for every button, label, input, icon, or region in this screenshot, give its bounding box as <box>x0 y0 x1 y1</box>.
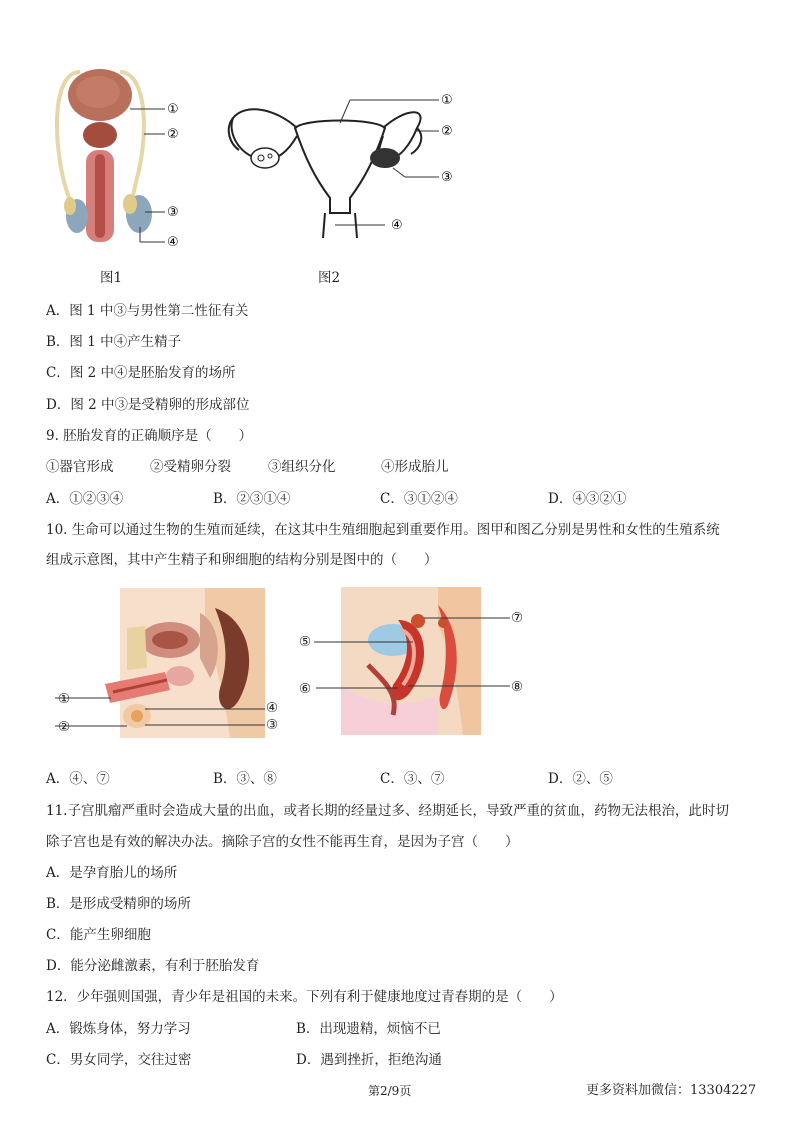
q9-option-b[interactable]: B．②③①④ <box>213 491 291 507</box>
fig2-label-2: ② <box>441 124 453 139</box>
q10-female-label-5: ⑤ <box>299 634 312 650</box>
q10-option-c[interactable]: C．③、⑦ <box>380 771 445 787</box>
q8-option-c[interactable]: C．图 2 中④是胚胎发育的场所 <box>46 365 236 381</box>
q8-option-d[interactable]: D．图 2 中③是受精卵的形成部位 <box>46 397 250 413</box>
fig2-label-1: ① <box>441 93 453 108</box>
q9-option-d[interactable]: D．④③②① <box>548 491 627 507</box>
fig1-label-4: ④ <box>167 235 179 250</box>
q12-option-c[interactable]: C．男女同学，交往过密 <box>46 1052 192 1068</box>
fig2-label-3: ③ <box>441 170 453 185</box>
q11-option-d[interactable]: D．能分泌雌激素，有利于胚胎发育 <box>46 958 260 974</box>
q11-option-b[interactable]: B．是形成受精卵的场所 <box>46 896 191 912</box>
q9-option-a[interactable]: A．①②③④ <box>46 491 124 507</box>
q11-stem-line2: 除子宫也是有效的解决办法。摘除子宫的女性不能再生育，是因为子宫（ ） <box>46 834 519 850</box>
q10-option-a[interactable]: A．④、⑦ <box>46 771 110 787</box>
fig1-label-1: ① <box>167 102 179 117</box>
q10-female-label-7: ⑦ <box>511 610 524 626</box>
q9-item-3: ③组织分化 <box>268 459 336 475</box>
q12-stem: 12．少年强则国强，青少年是祖国的未来。下列有利于健康地度过青春期的是（ ） <box>46 989 563 1005</box>
figure-male-sagittal <box>55 588 285 740</box>
q11-option-c[interactable]: C．能产生卵细胞 <box>46 927 151 943</box>
q11-stem-line1: 11.子宫肌瘤严重时会造成大量的出血，或者长期的经量过多、经期延长，导致严重的贫血，药物无法根治，此时切 <box>46 803 729 819</box>
q10-female-label-6: ⑥ <box>299 681 312 697</box>
q9-item-4: ④形成胎儿 <box>381 459 449 475</box>
q8-option-b[interactable]: B．图 1 中④产生精子 <box>46 334 182 350</box>
q10-male-label-3: ③ <box>266 717 279 733</box>
q10-option-b[interactable]: B．③、⑧ <box>213 771 277 787</box>
fig1-label-3: ③ <box>167 205 179 220</box>
q12-option-d[interactable]: D．遇到挫折，拒绝沟通 <box>296 1052 442 1068</box>
q9-stem: 9. 胚胎发育的正确顺序是（ ） <box>46 428 253 444</box>
q10-female-label-8: ⑧ <box>511 679 524 695</box>
q10-male-label-2: ② <box>58 719 71 735</box>
page-number: 第2/9页 <box>368 1084 412 1098</box>
q12-option-b[interactable]: B．出现遗精，烦恼不已 <box>296 1021 441 1037</box>
q12-option-a[interactable]: A．锻炼身体，努力学习 <box>46 1021 191 1037</box>
figure-1-male-system <box>40 62 200 252</box>
fig1-label-2: ② <box>167 127 179 142</box>
figure-2-caption: 图2 <box>318 270 341 286</box>
footer-contact: 更多资料加微信：13304227 <box>586 1083 757 1098</box>
figure-1-caption: 图1 <box>100 270 123 286</box>
q9-option-c[interactable]: C．③①②④ <box>380 491 458 507</box>
q10-option-d[interactable]: D．②、⑤ <box>548 771 613 787</box>
q10-male-label-1: ① <box>58 691 71 707</box>
q11-option-a[interactable]: A．是孕育胎儿的场所 <box>46 865 178 881</box>
q10-stem-line1: 10. 生命可以通过生物的生殖而延续，在这其中生殖细胞起到重要作用。图甲和图乙分别是男性和女性的生殖系统 <box>46 522 720 538</box>
q9-item-1: ①器官形成 <box>46 459 114 475</box>
fig2-label-4: ④ <box>391 218 403 233</box>
figure-2-female-system <box>225 88 465 243</box>
figure-female-sagittal <box>298 585 533 737</box>
q10-male-label-4: ④ <box>266 700 279 716</box>
q8-option-a[interactable]: A．图 1 中③与男性第二性征有关 <box>46 303 249 319</box>
q10-stem-line2: 组成示意图，其中产生精子和卵细胞的结构分别是图中的（ ） <box>46 552 438 568</box>
q9-item-2: ②受精卵分裂 <box>150 459 231 475</box>
